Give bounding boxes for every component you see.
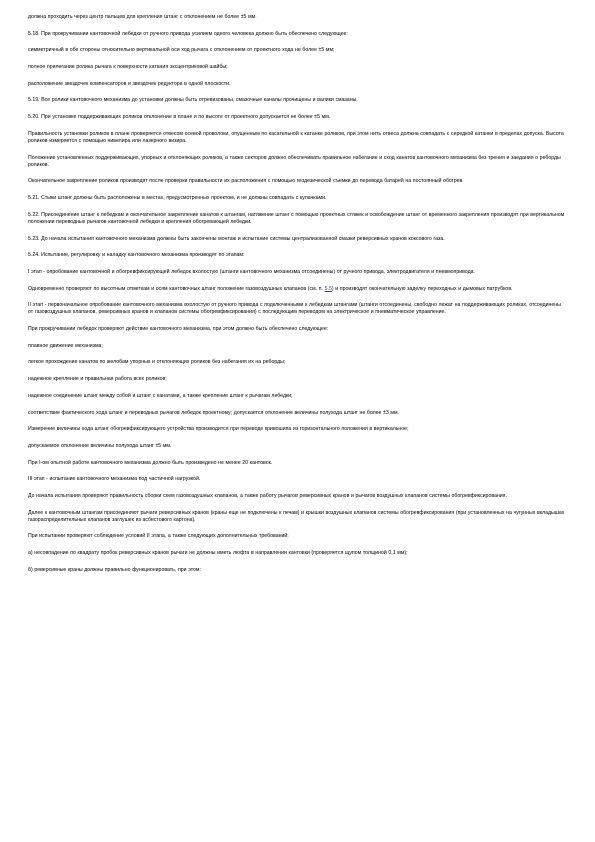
paragraph-with-link: [28, 286, 567, 293]
section-link[interactable]: 5.5: [324, 285, 332, 292]
paragraph: 5.23. До начала испытания кантовочного механизма должны быть закончены монтаж и испытание системы централизованной смазки реверсивных кранов коксового газа.: [28, 235, 445, 242]
paragraph: 5.22. Присоединение штанг к лебедкам и окончательное закрепление канатов к штангам, натяжение штанг с помощью проектных стяжек и освобождение штанг от временного закрепления производят при вертикальном положении переводных рычагов кантовочной лебедки и крепления обогревающей лебедки.: [28, 211, 565, 225]
paragraph: Измерение величины хода штанг обогревфиксирующего устройства производится при переводе кривошипа из горизонтального положения в вертикальное;: [28, 426, 409, 433]
paragraph: 5.21. Стыки штанг должны быть расположены в местах, предусмотренных проектом, и не должны совпадать с кулачками.: [28, 195, 327, 202]
paragraph: I этап - опробование кантовочной и обогревфиксирующей лебедок вхолостую (штанги кантовочного механизма отсоединены) от ручного привода, электродвигателя и пневмопривода.: [28, 268, 475, 275]
paragraph: соответствие фактического хода штанг и переводных рычагов лебедок проектному; допускается отклонение величины полухода штанг не более ±3 мм.: [28, 409, 399, 416]
paragraph: б) реверсивные краны должны правильно функционировать, при этом:: [28, 566, 201, 573]
paragraph: а) несовпадение по квадрату пробок реверсивных кранов рычаги не должны иметь люфта в направлении кантовки (проверяется щупом толщиной 0,1 мм);: [28, 550, 408, 557]
paragraph: расположение звездочек компенсаторов и звездочек редуктора в одной плоскости.: [28, 80, 231, 87]
paragraph: плавное движение механизма;: [28, 342, 103, 349]
paragraph: Положение установленных поддерживающих, упорных и отклоняющих роликов, а также секторов должно обеспечивать правильное набегание и сход канатов кантовочного механизма без трения и заедания о реборды роликов.: [28, 154, 561, 168]
paragraph: II этап - первоначальное опробование кантовочного механизма вхолостую от ручного привода с подключенными к лебедкам штангами (штанги отсоединены, свободно лежат на поддерживающих роликах, отсоединены от газовоздушных клапанов, реверсивных кранов и клапанов системы обогревфиксирования) с последующим переводом на электрическое и пневматическое управление.: [28, 302, 561, 316]
paragraph: легкое прохождение канатов по желобам упорных и отклоняющих роликов без набегания их на реборды;: [28, 359, 286, 366]
paragraph: Окончательное закрепление роликов производят после проверки правильности их расположения с помощью геодезической съемки до перевода батарей на постоянный обогрев.: [28, 178, 464, 185]
paragraph: 5.19. Все ролики кантовочного механизма до установки должны быть отревизованы, смазочные каналы прочищены и валики смазаны.: [28, 97, 358, 104]
paragraph: полное прилегание ролика рычага к поверхности катания эксцентриковой шайбы;: [28, 64, 228, 71]
paragraph: Далее к кантовочным штангам присоединяют рычаги реверсивных кранов (краны еще не подключены к печам) и крышки воздушных клапанов системы обогревфиксирования (при установленных на чугунных вкладышах газораспределительных клапанов заглушек из асбестового картона).: [28, 509, 565, 523]
paragraph: 5.18. При прокручивании кантовочной лебедки от ручного привода усилием одного человека должно быть обеспечено следующее:: [28, 30, 348, 37]
paragraph: До начала испытания проверяют правильность сборки схем газовоздушных клапанов, а также работу рычагов реверсивных кранов и рычагов воздушных клапанов системы обогревфиксирования.: [28, 492, 507, 499]
paragraph: При прокручивании лебедок проверяют действие кантовочного механизма, при этом должно быть обеспечено следующее:: [28, 326, 329, 333]
paragraph: симметричный в обе стороны относительно вертикальной оси ход рычага с отклонением от проектного хода не более ±5 мм;: [28, 47, 335, 54]
paragraph: Правильность установки роликов в плане проверяется отвесом осевой проволоки, опущенным по касательной к катанке роликов, при этом нить отвеса должна совпадать с середкой катанки в пределах допуска. Высота роликов измеряется с помощью нивелира или лазерного визира.: [28, 130, 564, 144]
paragraph: надежное крепление и правильная работа всех роликов;: [28, 376, 167, 383]
paragraph-text: Одновременно проверяют по высотным отметкам и осям кантовочных штанг положение газовоздушных клапанов (см. п.: [28, 285, 325, 292]
paragraph: допускаемое отклонение величины полухода штанг ±5 мм.: [28, 442, 172, 449]
paragraph: При I-ом опытной работе кантовочного механизма должно быть произведено не менее 20 кантовок.: [28, 459, 273, 466]
paragraph: III этап - испытание кантовочного механизма под частичной нагрузкой.: [28, 476, 201, 483]
paragraph: 5.24. Испытание, регулировку и наладку кантовочного механизма производят по этапам:: [28, 252, 245, 259]
paragraph: надежное соединение штанг между собой и штанг с канатами, а также крепление штанг к рычагам лебедки;: [28, 392, 293, 399]
paragraph: При испытании проверяют соблюдение условий II этапа, а также следующих дополнительных требований:: [28, 533, 289, 540]
paragraph: 5.20. При установке поддерживающих роликов отклонение в плане и по высоте от проектного допускается не более ±5 мм.: [28, 114, 331, 121]
paragraph: должна проходить через центр пальцев для крепления штанг с отклонением не более ±5 мм.: [28, 14, 257, 20]
paragraph-text-tail: ) и производят окончательную заделку переходных и дымовых патрубков.: [331, 285, 513, 292]
